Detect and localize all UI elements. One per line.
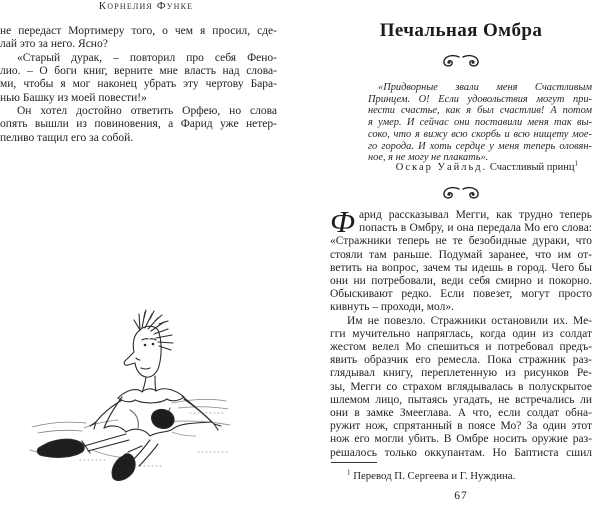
text-line: ное, я не могу не плакать». [368,152,489,164]
drop-cap: Ф [330,204,355,239]
text-line: жестом велел Мо спешиться и потребовал предъ- [330,341,592,354]
text-line: арид рассказывал Мегги, как трудно теперь [358,209,592,221]
text-line: нож его могли убить. В Омбре носить оружие раз- [330,433,592,446]
footnote-rule [331,462,377,463]
text-line: глядывал книгу, переплетенную из рисунков Ре- [330,367,592,380]
text-line: явить образчик его ремесла. Пока стражник раз- [330,354,592,367]
chapter-title: Печальная Омбра [379,20,543,41]
page-number: 67 [454,490,468,502]
text-line: соко, что я вижу всю скорбь и всю нищету мое- [368,128,592,140]
text-line: я умер. И сейчас они поставили меня так вы- [368,117,592,129]
text-line: попасть в Омбру, и она передала Мо его слова: [358,222,592,235]
text-line: Он хотел достойно ответить Орфею, но слова [17,105,277,118]
footnote-marker: 1 [347,468,351,477]
text-line: кивнуть – проходи, мол». [330,301,454,314]
text-line: Им не повезло. Стражники остановили их. Ме- [347,314,592,327]
text-line: нью Башку из моей повести!» [0,91,147,104]
paragraph [0,52,277,105]
footnote [330,470,592,482]
text-line: шлемом лицо, пытаясь угадать, не встречались ли [330,393,592,406]
text-line: ветить на вопрос, зачем ты идешь в город. Чего бы [330,261,592,274]
text-line: «Стражники теперь не те безобидные дураки, что [330,235,592,248]
flourish-ornament-icon [330,54,592,72]
epigraph-attribution [330,159,578,173]
paragraph [0,25,277,52]
attribution-note-ref: 1 [574,159,578,168]
flourish-ornament-icon [330,186,592,204]
paragraph [330,204,592,315]
text-line: зы, Мегги со страхом вглядывалась в полускрытое [330,380,592,393]
attribution-author: Оскар Уайльд. [395,162,488,173]
paragraph [0,105,277,145]
text-line: они в замке Змееглава. А что, если солдат обна- [330,407,592,420]
text-line: пеливо тащил его за собой. [0,131,134,144]
text-line: ми, чтобы я мог наконец убрать эту чертову Бара- [0,78,277,91]
running-head: Корнелия Функе [98,0,194,12]
text-line: ружит нож, спрятанный в поясе Мо? За один этот [330,420,592,433]
text-line: они ни потребовали, веди себя смирно и покорно. [330,275,592,288]
text-line: лио. – О боги книг, верните мне власть над слова- [0,65,277,78]
text-line: не передаст Мортимеру того, о чем я просил, сде- [0,25,277,37]
text-line: Обыскивают редко. Если повезет, могут просто [330,288,592,301]
left-page-text [0,25,277,145]
text-line: лай это за него. Ясно? [0,38,108,51]
epigraph [368,82,592,164]
text-line: нести счастье, как я был счастлив! А потом [368,105,592,117]
text-line: «Придворные звали меня Счастливым [378,82,592,93]
text-line: гги мучительно напряглась, когда один из солдат [330,327,592,340]
paragraph [330,315,592,460]
text-line: «Старый дурак, – повторил про себя Фено- [17,51,277,64]
text-line: решалось только оккупантам. Но Баптиста сшил [330,446,592,459]
text-line: го города. И хоть сердце у меня теперь оловян- [368,140,592,152]
right-page-text [330,204,592,460]
text-line: стояли там раньше. Подумай заранее, что им от- [330,248,592,261]
text-line: опять вышли из повиновения, а Фарид уже нетер- [0,118,277,131]
attribution-work: Счастливый принц [489,162,575,173]
paragraph [368,82,592,164]
text-line: Принцем. О! Если удовольствия могут при- [368,93,592,105]
illustration [22,300,252,482]
footnote-text: Перевод П. Сергеева и Г. Нуждина. [350,470,516,482]
